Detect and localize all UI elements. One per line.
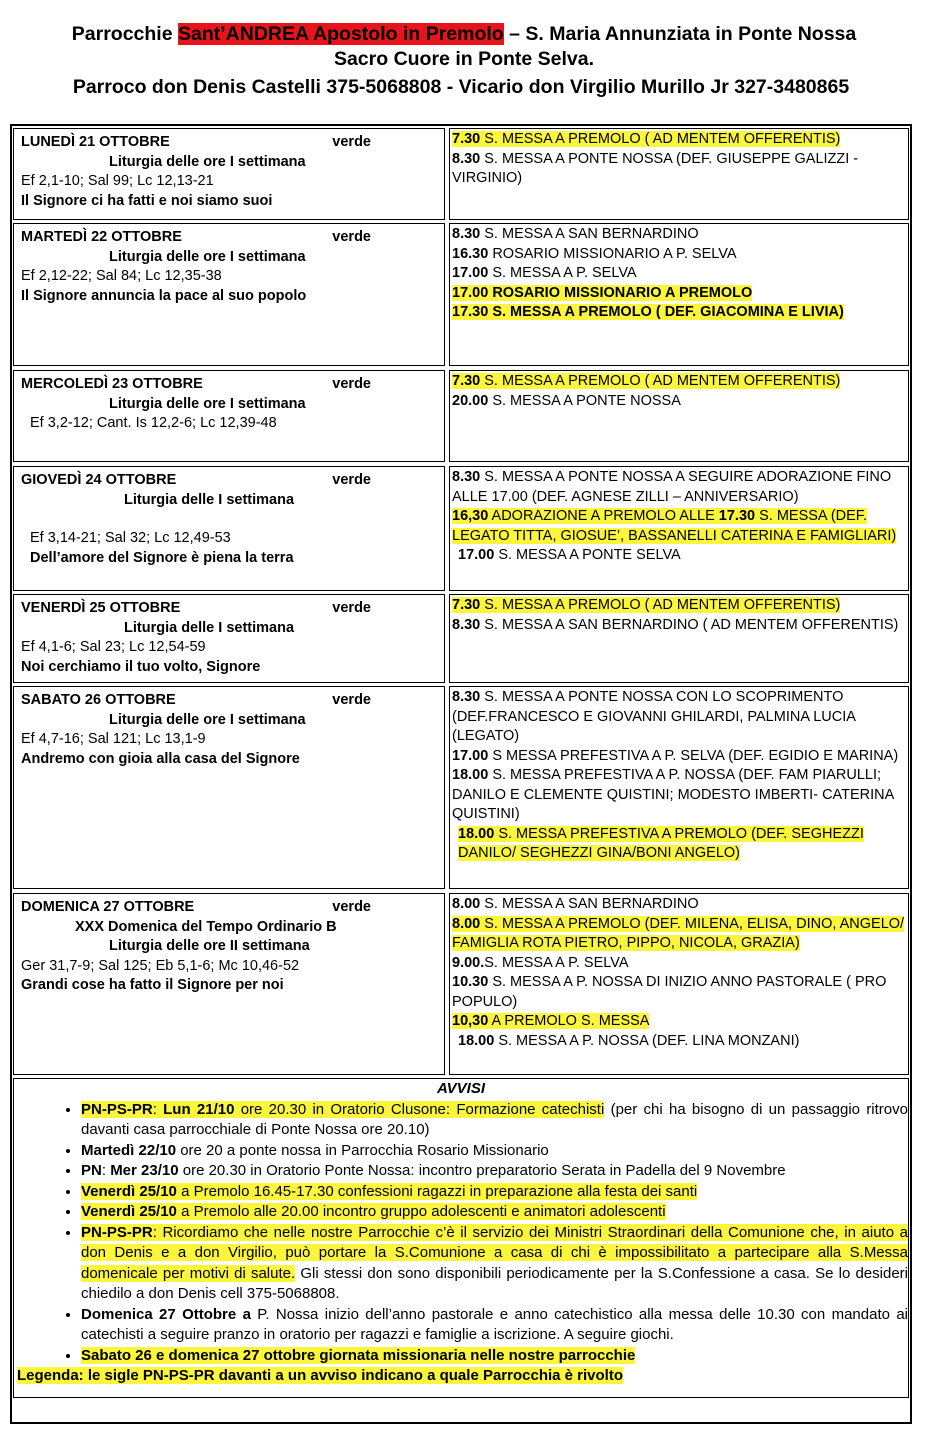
psalm-motto: Dell’amore del Signore è piena la terra [30, 549, 294, 566]
mass-entry [452, 616, 906, 636]
mass-entry [452, 392, 906, 412]
mass-entry [452, 1032, 906, 1052]
mass-time: 8.30 [452, 689, 481, 705]
avviso-sep: : [101, 1162, 111, 1179]
mass-entry [452, 130, 906, 150]
mass-time: 7.30 [452, 373, 481, 389]
mass-time: 18.00 [458, 825, 495, 842]
mass-time: 8.30 [452, 469, 481, 485]
liturgy-week: Liturgia delle ore I settimana [109, 395, 306, 412]
day-info-cell [13, 893, 445, 1075]
mass-schedule-cell [449, 223, 909, 366]
avvisi-title: AVVISI [436, 1080, 486, 1097]
day-name: MERCOLEDÌ 23 OTTOBRE [21, 376, 203, 392]
avviso-text: P. Nossa inizio dell’anno pastorale e anno catechistico alla messa delle 10.30 con mandato ai catechisti a seguire pranzo in oratorio per ragazzi e famiglie a iscrizione. A seguire giochi. [81, 1305, 908, 1343]
liturgy-week: Liturgia delle ore I settimana [109, 248, 306, 265]
mass-schedule-cell [449, 893, 909, 1075]
mass-time: 8.00 [452, 896, 481, 912]
avviso-item [81, 1346, 908, 1367]
day-heading [21, 375, 371, 395]
mass-schedule-cell [449, 128, 909, 220]
liturgy-week: Liturgia delle ore II settimana [109, 938, 310, 954]
mass-entry [452, 954, 906, 974]
avviso-lead: PN-PS-PR [81, 1223, 153, 1241]
legenda: Legenda: le sigle PN-PS-PR davanti a un avviso indicano a quale Parrocchia è rivolto [17, 1367, 624, 1384]
day-name: VENERDÌ 25 OTTOBRE [21, 600, 181, 616]
mass-description: S. MESSA A PONTE SELVA [494, 547, 681, 563]
entry-text [452, 974, 886, 1010]
mass-schedule-cell [449, 686, 909, 889]
mass-time: 17.00 [458, 547, 495, 563]
avviso-highlight [81, 1306, 251, 1323]
mass-time: 17.30 S. MESSA A PREMOLO ( DEF. GIACOMINA E LIVIA) [452, 304, 844, 320]
mass-time: 9.00. [452, 954, 485, 971]
liturgical-color: verde [332, 692, 371, 708]
mass-description: S. MESSA A SAN BERNARDINO ( AD MENTEM OFFERENTIS) [480, 616, 899, 633]
mass-time: 17.00 [452, 747, 489, 764]
psalm-motto: Grandi cose ha fatto il Signore per noi [21, 977, 284, 993]
avviso-item [81, 1100, 908, 1141]
mass-time: 7.30 [452, 597, 481, 613]
entry-text [452, 748, 898, 764]
readings: Ef 3,2-12; Cant. Is 12,2-6; Lc 12,39-48 [30, 415, 277, 431]
avviso-highlight [81, 1203, 666, 1220]
mass-description: S. MESSA PREFESTIVA A P. NOSSA (DEF. FAM PIARULLI; DANILO E CLEMENTE QUISTINI; MODESTO IMBERTI- CATERINA QUISTINI) [452, 767, 894, 822]
mass-entry [452, 284, 906, 304]
liturgical-color: verde [332, 472, 371, 488]
mass-entry [452, 915, 906, 954]
liturgy-week: Liturgia delle ore I settimana [109, 153, 306, 170]
mass-description: S MESSA PREFESTIVA A P. SELVA (DEF. EGIDIO E MARINA) [488, 747, 899, 764]
avviso-highlight [81, 1142, 176, 1159]
liturgical-color: verde [332, 899, 371, 915]
avviso-date: Mer 23/10 [110, 1162, 179, 1179]
mass-description: S. MESSA A PONTE NOSSA CON LO SCOPRIMENTO (DEF.FRANCESCO E GIOVANNI GHILARDI, PALMINA LUCIA (LEGATO) [452, 689, 856, 744]
mass-entry [452, 973, 906, 1012]
avviso-item [81, 1141, 908, 1162]
avvisi-box [13, 1078, 909, 1398]
avviso-highlight [81, 1347, 635, 1364]
entry-text [452, 246, 737, 262]
psalm-motto: Andremo con gioia alla casa del Signore [21, 750, 300, 767]
avviso-text: (per chi ha bisogno di un passaggio ritrovo davanti casa parrocchiale di Ponte Nossa ore 20.10) [81, 1100, 908, 1138]
entry-text [452, 151, 858, 187]
mass-time: 16.30 [452, 245, 489, 262]
mass-entry [452, 546, 906, 566]
avviso-text: ore 20.30 in Oratorio Clusone: Formazione catechisti [234, 1100, 605, 1118]
avviso-text: Gli stessi don sono disponibili periodicamente per la S.Confessione a casa. Se lo desideri chiedilo a don Denis cell 375-5068808. [81, 1264, 908, 1302]
highlighted-text [452, 508, 896, 544]
avviso-text: : Ricordiamo che nelle nostre Parrocchie c’è il servizio dei Ministri Straordinari della Comunione che, in aiuto a don Denis e a don Virgilio, può portare la S.Comunione a casa di chi è impossibilitato a partecipare alla S.Messa domenicale per motivi di salute. [81, 1223, 908, 1282]
avviso-lead: Venerdì 25/10 [81, 1182, 177, 1200]
highlighted-text [452, 131, 840, 147]
entry-text [452, 617, 898, 633]
mass-entry [452, 225, 906, 245]
mass-description: ROSARIO MISSIONARIO A P. SELVA [488, 245, 737, 262]
day-info-cell [13, 594, 445, 683]
mass-description: S. MESSA A PREMOLO (DEF. MILENA, ELISA, DINO, ANGELO/ FAMIGLIA ROTA PIETRO, PIPPO, NICOLA, GRAZIA) [452, 915, 905, 951]
readings: Ef 4,7-16; Sal 121; Lc 13,1-9 [21, 731, 206, 747]
avviso-item [81, 1182, 908, 1203]
psalm-motto: Il Signore ci ha fatti e noi siamo suoi [21, 192, 273, 209]
mass-time: 10.30 [452, 974, 489, 990]
mass-description: S. MESSA PREFESTIVA A PREMOLO (DEF. SEGHEZZI DANILO/ SEGHEZZI GINA/BONI ANGELO) [458, 825, 864, 861]
header-suffix: – S. Maria Annunziata in Ponte Nossa [503, 23, 857, 45]
day-name: DOMENICA 27 OTTOBRE [21, 899, 195, 915]
mass-schedule-cell [449, 594, 909, 683]
mass-description: S. MESSA (DEF. LEGATO TITTA, GIOSUE’, BASSANELLI CATERINA E FAMIGLIARI) [452, 508, 897, 544]
avviso-lead: Domenica 27 Ottobre a [81, 1305, 251, 1323]
mass-time: 17.00 ROSARIO MISSIONARIO A PREMOLO [452, 284, 753, 301]
avviso-sep: : [152, 1100, 164, 1118]
avviso-item [81, 1161, 908, 1182]
mass-time: 17.00 [452, 265, 489, 281]
entry-text [452, 265, 637, 281]
entry-text [452, 955, 629, 971]
header-line-1 [0, 22, 928, 46]
avviso-lead: PN [81, 1162, 102, 1179]
mass-time: 8.00 [452, 915, 481, 932]
liturgical-color: verde [332, 134, 371, 150]
avviso-highlight [81, 1183, 697, 1200]
avviso-item [81, 1223, 908, 1305]
avviso-item [81, 1202, 908, 1223]
mass-description: S. MESSA A PREMOLO ( AD MENTEM OFFERENTIS) [480, 597, 841, 613]
entry-text [458, 1033, 799, 1049]
entry-text [452, 767, 894, 822]
mass-description: S. MESSA A PONTE NOSSA [488, 392, 681, 409]
day-info-cell [13, 370, 445, 462]
sunday-title: XXX Domenica del Tempo Ordinario B [75, 918, 337, 935]
mass-time: 18.00 [458, 1032, 495, 1049]
day-name: GIOVEDÌ 24 OTTOBRE [21, 472, 177, 488]
mass-description: S. MESSA A PREMOLO ( AD MENTEM OFFERENTIS) [480, 131, 841, 147]
avviso-text: a Premolo alle 20.00 incontro gruppo adolescenti e animatori adolescenti [176, 1203, 666, 1220]
liturgy-week: Liturgia delle ore I settimana [109, 711, 306, 728]
mass-entry [452, 245, 906, 265]
readings: Ef 2,1-10; Sal 99; Lc 12,13-21 [21, 173, 214, 189]
entry-text [452, 226, 699, 242]
mass-time: 7.30 [452, 131, 481, 147]
mass-entry [452, 372, 906, 392]
highlighted-text [452, 916, 904, 952]
mass-entry [452, 688, 906, 747]
avviso-date: Lun 21/10 [163, 1100, 235, 1118]
day-name: LUNEDÌ 21 OTTOBRE [21, 134, 170, 150]
day-heading [21, 691, 371, 711]
day-name: SABATO 26 OTTOBRE [21, 692, 176, 708]
day-name: MARTEDÌ 22 OTTOBRE [21, 229, 182, 245]
mass-time: 18.00 [452, 767, 489, 783]
liturgy-week: Liturgia delle I settimana [124, 619, 295, 636]
mass-time: 8.30 [452, 616, 481, 633]
day-heading [21, 228, 371, 248]
mass-description: A PREMOLO S. MESSA [488, 1013, 650, 1029]
entry-text [452, 469, 891, 505]
header-premolo-highlight: Sant’ANDREA Apostolo in Premolo [177, 23, 504, 45]
psalm-motto: Il Signore annuncia la pace al suo popolo [21, 287, 307, 304]
mass-description: S. MESSA A PONTE NOSSA (DEF. GIUSEPPE GALIZZI - VIRGINIO) [452, 150, 859, 186]
liturgy-week: Liturgia delle I settimana [124, 491, 295, 508]
entry-text [452, 393, 681, 409]
avviso-lead: Sabato 26 e domenica 27 ottobre giornata missionaria nelle nostre parrocchie [81, 1346, 636, 1364]
mass-schedule-cell [449, 370, 909, 462]
day-heading [21, 898, 371, 918]
avviso-item [81, 1305, 908, 1346]
entry-text [452, 896, 699, 912]
mass-time: 10,30 [452, 1013, 489, 1029]
avviso-lead: Martedì 22/10 [81, 1141, 177, 1159]
highlighted-text [452, 285, 752, 301]
mass-description: S. MESSA A P. SELVA [484, 954, 629, 971]
mass-time: 8.30 [452, 150, 481, 167]
mass-entry [452, 507, 906, 546]
day-info-cell [13, 223, 445, 366]
liturgical-color: verde [332, 229, 371, 245]
mass-description: S. MESSA A SAN BERNARDINO [480, 896, 699, 912]
mass-entry [452, 303, 906, 323]
avviso-text: ore 20.30 in Oratorio Ponte Nossa: incontro preparatorio Serata in Padella del 9 Novembre [178, 1162, 786, 1179]
entry-text [452, 689, 855, 744]
day-heading [21, 133, 371, 153]
header-line-3: Parroco don Denis Castelli 375-5068808 - Vicario don Virgilio Murillo Jr 327-3480865 [72, 76, 850, 98]
avviso-lead: Venerdì 25/10 [81, 1203, 177, 1220]
mass-entry [452, 468, 906, 507]
mass-entry [452, 150, 906, 189]
header-prefix: Parrocchie [71, 23, 178, 45]
liturgical-color: verde [332, 376, 371, 392]
readings: Ef 3,14-21; Sal 32; Lc 12,49-53 [30, 530, 231, 546]
day-info-cell [13, 128, 445, 220]
spacer [21, 510, 438, 529]
readings: Ef 4,1-6; Sal 23; Lc 12,54-59 [21, 639, 206, 655]
psalm-motto: Noi cerchiamo il tuo volto, Signore [21, 658, 261, 675]
mass-description: S. MESSA A P. NOSSA (DEF. LINA MONZANI) [494, 1032, 800, 1049]
day-heading [21, 599, 371, 619]
mass-description: S. MESSA A PONTE NOSSA A SEGUIRE ADORAZIONE FINO ALLE 17.00 (DEF. AGNESE ZILLI – ANNIVERSARIO) [452, 469, 892, 505]
mass-entry [452, 596, 906, 616]
mass-description: S. MESSA A PREMOLO ( AD MENTEM OFFERENTIS) [480, 373, 841, 389]
mass-description: S. MESSA A P. SELVA [488, 265, 637, 281]
mass-time: 8.30 [452, 226, 481, 242]
day-info-cell [13, 686, 445, 889]
mass-description: S. MESSA A P. NOSSA DI INIZIO ANNO PASTORALE ( PRO POPULO) [452, 974, 887, 1010]
mass-entry [452, 825, 906, 864]
mass-description: S. MESSA A SAN BERNARDINO [480, 226, 699, 242]
highlighted-text [452, 1013, 649, 1029]
mass-time: 17.30 [718, 508, 756, 524]
mass-time: 20.00 [452, 392, 489, 409]
day-heading [21, 471, 371, 491]
mass-entry [452, 264, 906, 284]
liturgical-color: verde [332, 600, 371, 616]
avviso-text: ore 20 a ponte nossa in Parrocchia Rosario Missionario [176, 1141, 549, 1159]
highlighted-text [458, 826, 864, 862]
mass-entry [452, 766, 906, 825]
mass-entry [452, 895, 906, 915]
entry-text [458, 547, 681, 563]
avviso-lead: PN-PS-PR [81, 1100, 153, 1118]
mass-time: 16,30 [452, 508, 489, 524]
mass-entry [452, 747, 906, 767]
day-info-cell [13, 466, 445, 591]
avvisi-list [14, 1100, 908, 1367]
highlighted-text [452, 597, 840, 613]
mass-entry [452, 1012, 906, 1032]
header-line-2: Sacro Cuore in Ponte Selva. [333, 48, 595, 70]
avviso-highlight [81, 1101, 604, 1118]
highlighted-text [452, 304, 844, 320]
highlighted-text [452, 373, 840, 389]
readings: Ger 31,7-9; Sal 125; Eb 5,1-6; Mc 10,46-52 [21, 957, 300, 974]
mass-description: ADORAZIONE A PREMOLO ALLE [488, 508, 719, 524]
avviso-text: a Premolo 16.45-17.30 confessioni ragazzi in preparazione alla festa dei santi [176, 1182, 698, 1200]
mass-schedule-cell [449, 466, 909, 591]
avviso-highlight [81, 1162, 179, 1179]
readings: Ef 2,12-22; Sal 84; Lc 12,35-38 [21, 268, 222, 284]
